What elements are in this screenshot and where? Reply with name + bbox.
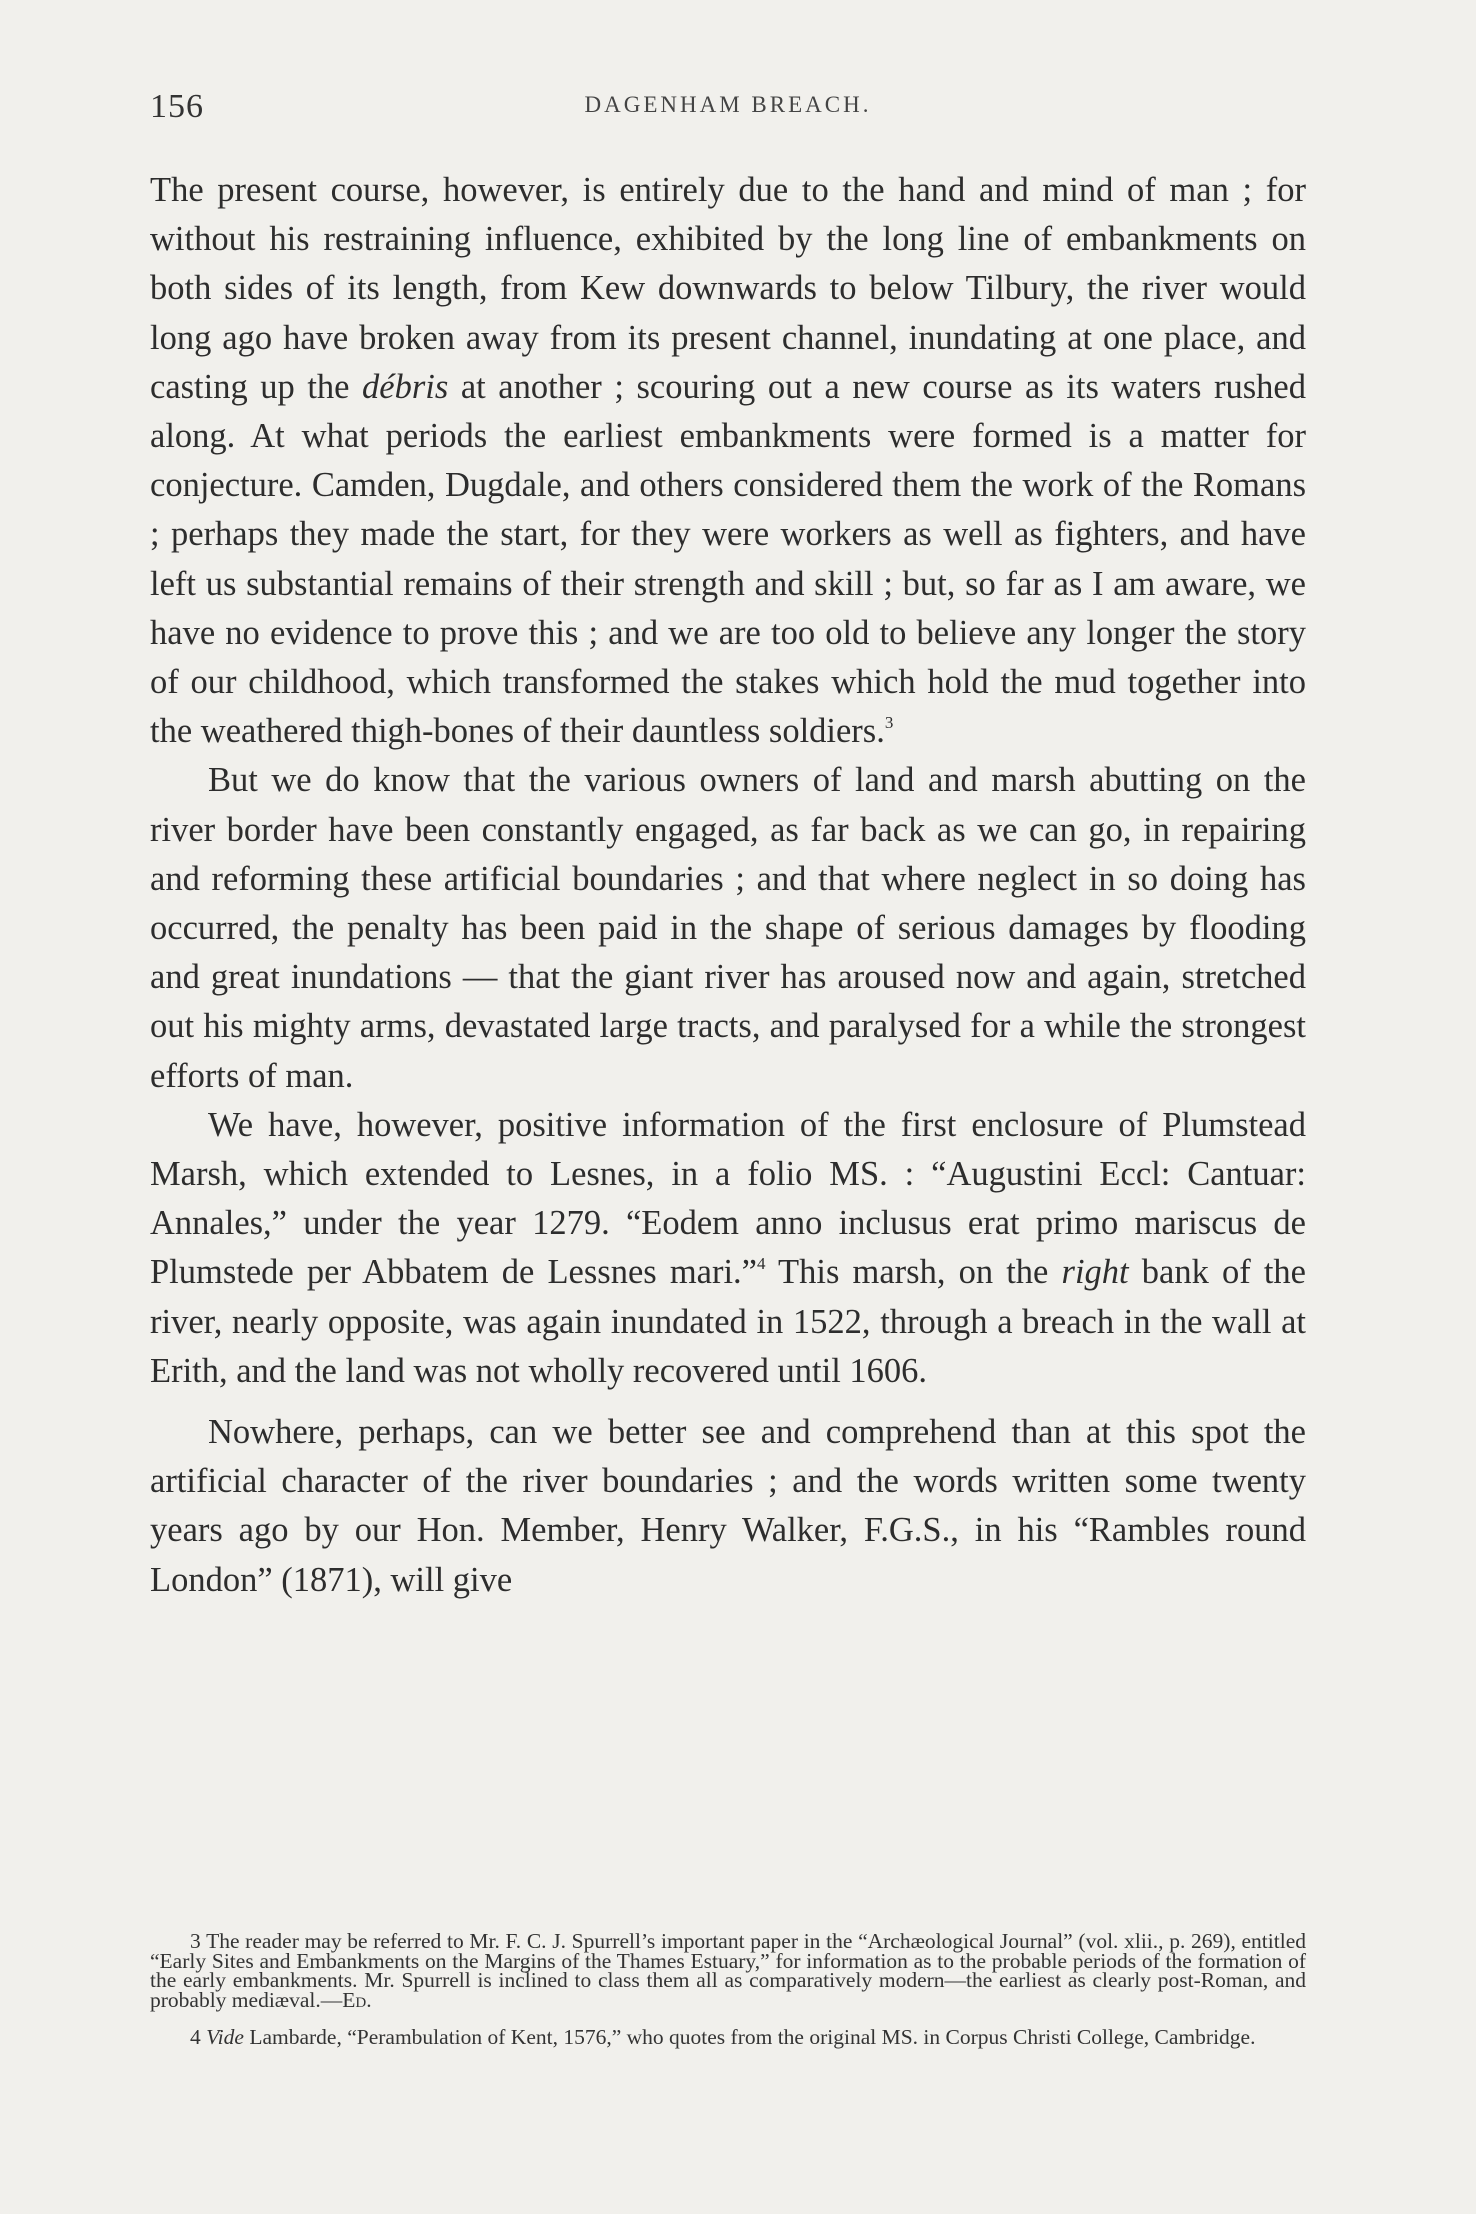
- italic-debris: débris: [362, 367, 449, 406]
- footnote-3: [150, 1929, 1306, 2012]
- paragraph-3-text-a: We have, however, positive information of the first enclosure of Plumstead Marsh, which extended to Lesnes, in a folio MS. : “Augustini Eccl: Cantuar: Annales,” under the year 1279. “Eodem anno inclusus erat primo mariscus de Plumstede per Abbatem de Lessnes mari.”: [150, 1105, 1306, 1292]
- italic-right: right: [1061, 1253, 1129, 1292]
- footnotes: [150, 1929, 1306, 2050]
- footnote-3-text: The reader may be referred to Mr. F. C. J. Spurrell’s important paper in the “Archæological Journal” (vol. xlii., p. 269), entitled “Early Sites and Embankments on the Margins of the Thames Estuary,” for information as to the probable periods of the formation of the early embankments. Mr. Spurrell is inclined to class them all as comparatively modern—the earliest as clearly post-Roman, and probably mediæval.—: [150, 1929, 1306, 2012]
- paragraph-1-text-a: The present course, however, is entirely due to the hand and mind of man ; for without his restraining influence, exhibited by the long line of embankments on both sides of its length, from Kew downwards to below Tilbury, the river would long ago have broken away from its present channel, inundating at one place, and casting up the: [150, 171, 1306, 406]
- footnote-4: [150, 2025, 1306, 2050]
- footnote-4-marker: 4: [190, 2025, 201, 2050]
- paragraph-3: [150, 1101, 1306, 1396]
- footnote-ref-4: 4: [757, 1254, 766, 1274]
- paragraph-1-text-b: at another ; scouring out a new course as its waters rushed along. At what periods the earliest embankments were formed is a matter for conjecture. Camden, Dugdale, and others considered them the work of the Romans ; perhaps they made the start, for they were workers as well as fighters, and have left us substantial remains of their strength and skill ; but, so far as I am aware, we have no evidence to prove this ; and we are too old to believe any longer the story of our childhood, which transformed the stakes which hold the mud together into the weathered thigh-bones of their dauntless soldiers.: [150, 367, 1306, 751]
- footnote-ref-3: 3: [884, 713, 894, 733]
- footnote-3-signature: Ed.: [342, 1987, 372, 2012]
- running-head: DAGENHAM BREACH.: [584, 92, 872, 117]
- footnote-4-italic: Vide: [206, 2025, 244, 2050]
- page-header: [150, 88, 1306, 128]
- paragraph-4: Nowhere, perhaps, can we better see and comprehend than at this spot the artificial character of the river boundaries ; and the words written some twenty years ago by our Hon. Member, Henry Walker, F.G.S., in his “Rambles round London” (1871), will give: [150, 1413, 1306, 1599]
- paragraph-3-text-b: This marsh, on the: [765, 1253, 1062, 1292]
- paragraph-2: But we do know that the various owners of land and marsh abutting on the river border have been constantly engaged, as far back as we can go, in repairing and reforming these artificial boundaries ; and that where neglect in so doing has occurred, the penalty has been paid in the shape of serious damages by flooding and great inundations — that the giant river has aroused now and again, stretched out his mighty arms, devastated large tracts, and paralysed for a while the strongest efforts of man.: [150, 761, 1306, 1095]
- body-text: [150, 166, 1306, 1605]
- footnote-4-text: Lambarde, “Perambulation of Kent, 1576,” who quotes from the original MS. in Corpus Christi College, Cambridge.: [243, 2025, 1256, 2050]
- paragraph-1: [150, 166, 1306, 756]
- footnote-3-marker: 3: [190, 1929, 201, 1953]
- paragraph-3-text-c: bank of the river, nearly opposite, was again inundated in 1522, through a breach in the wall at Erith, and the land was not wholly recovered until 1606.: [150, 1253, 1306, 1390]
- page-number: 156: [150, 88, 204, 125]
